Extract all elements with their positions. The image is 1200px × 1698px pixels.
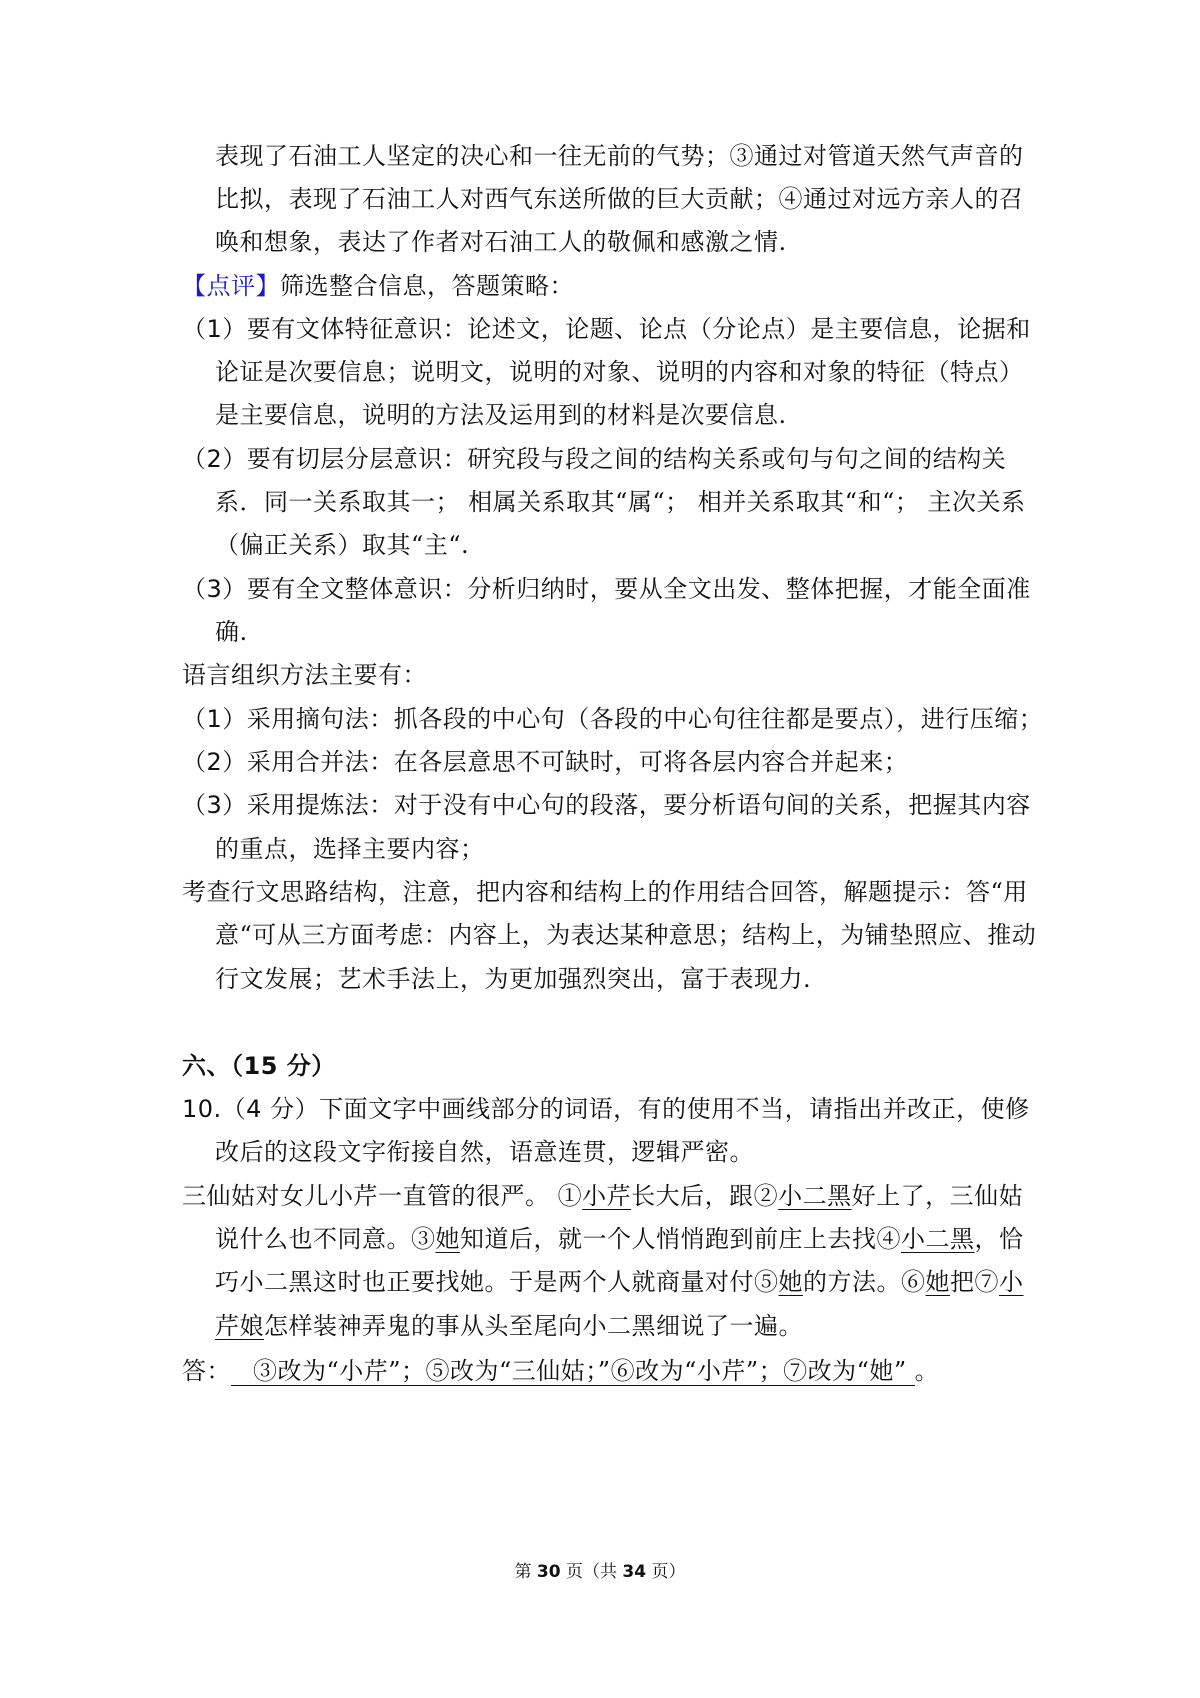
- comment-heading: [182, 270, 574, 302]
- item-text: 采用摘句法：抓各段的中心句（各段的中心句往往都是要点），进行压缩；: [246, 705, 1044, 733]
- text-line: 考查行文思路结构，注意，把内容和结构上的作用结合回答，解题提示：答“用: [182, 878, 1028, 906]
- underlined-word: 小: [999, 1268, 1024, 1296]
- footer-text: 页）: [646, 1562, 686, 1582]
- text-line: 的重点，选择主要内容；: [215, 835, 485, 863]
- underlined-word: 她: [925, 1268, 950, 1296]
- passage-line: [215, 1310, 803, 1342]
- answer-line: [182, 1355, 939, 1387]
- underlined-word: 她: [778, 1268, 803, 1296]
- answer-blank: [231, 1357, 915, 1386]
- item-text: 采用提炼法：对于没有中心句的段落，要分析语句间的关系，把握其内容: [246, 791, 1031, 819]
- passage-text: 怎样装神弄鬼的事从头至尾向小二黑细说了一遍。: [264, 1312, 803, 1340]
- text-line: 表现了石油工人坚定的决心和一往无前的气势；③通过对管道天然气声音的: [215, 142, 1024, 170]
- text-line: 论证是次要信息；说明文，说明的对象、说明的内容和对象的特征（特点）: [215, 358, 1024, 386]
- method-title: 语言组织方法主要有：: [182, 661, 427, 689]
- passage-text: 说什么也不同意。③: [215, 1225, 436, 1253]
- item-text: 要有全文整体意识：分析归纳时，要从全文出发、整体把握，才能全面准: [246, 575, 1031, 603]
- item-text: 采用合并法：在各层意思不可缺时，可将各层内容合并起来；: [246, 748, 909, 776]
- item-text: 要有切层分层意识：研究段与段之间的结构关系或句与句之间的结构关: [246, 445, 1007, 473]
- underlined-word: 芹娘: [215, 1312, 264, 1340]
- section-title: [182, 1050, 336, 1082]
- text-line: 改后的这段文字衔接自然，语意连贯，逻辑严密。: [215, 1138, 754, 1166]
- method-item: [182, 789, 1031, 821]
- passage-text: 好上了，三仙姑: [851, 1182, 1024, 1210]
- passage-line: [215, 1266, 1024, 1298]
- footer-text: 第: [514, 1562, 537, 1582]
- item-number: （2）: [182, 748, 247, 776]
- text-line: 意“可从三方面考虑：内容上，为表达某种意思；结构上，为铺垫照应、推动: [215, 921, 1037, 949]
- text-line: （偏正关系）取其“主“.: [215, 531, 470, 559]
- page-number: 30: [536, 1562, 561, 1582]
- passage-text: 的方法。⑥: [803, 1268, 926, 1296]
- underlined-word: 小二黑: [901, 1225, 975, 1253]
- question-score: （4 分）: [221, 1095, 320, 1123]
- answer-label: 答：: [182, 1357, 231, 1385]
- method-item: [182, 703, 1043, 735]
- question-text: 下面文字中画线部分的词语，有的使用不当，请指出并改正，使修: [319, 1095, 1030, 1123]
- text-line: 唤和想象，表达了作者对石油工人的敬佩和感激之情.: [215, 228, 787, 256]
- passage-text: 长大后，跟②: [631, 1182, 779, 1210]
- underlined-word: 小芹: [582, 1182, 632, 1210]
- text-line: 比拟，表现了石油工人对西气东送所做的巨大贡献；④通过对远方亲人的召: [215, 185, 1024, 213]
- item-number: （1）: [182, 315, 247, 343]
- comment-tag: 【点评】: [182, 272, 280, 300]
- passage-line: [182, 1180, 1023, 1212]
- passage-text: 巧小二黑这时也正要找她。于是两个人就商量对付⑤: [215, 1268, 779, 1296]
- strategy-item: [182, 573, 1031, 605]
- text-line: 确.: [215, 618, 248, 646]
- passage-text: 三仙姑对女儿小芹一直管的很严。 ①: [182, 1182, 583, 1210]
- underlined-word: 她: [435, 1225, 460, 1253]
- strategy-item: [182, 443, 1006, 475]
- underlined-word: 小二黑: [778, 1182, 852, 1210]
- text-line: 行文发展；艺术手法上，为更加强烈突出，富于表现力.: [215, 965, 812, 993]
- section-score: （15 分）: [231, 1052, 336, 1080]
- item-number: （3）: [182, 575, 247, 603]
- item-number: （3）: [182, 791, 247, 819]
- question-stem: [182, 1093, 1030, 1125]
- footer-text: 页（共: [560, 1562, 623, 1582]
- passage-text: 知道后，就一个人悄悄跑到前庄上去找④: [460, 1225, 901, 1253]
- text-line: 系．同一关系取其一； 相属关系取其“属“； 相并关系取其“和“； 主次关系: [215, 488, 1026, 516]
- passage-line: [215, 1223, 1024, 1255]
- passage-text: 把⑦: [950, 1268, 999, 1296]
- page-footer: [0, 1557, 1200, 1582]
- item-text: 要有文体特征意识：论述文，论题、论点（分论点）是主要信息，论据和: [246, 315, 1031, 343]
- item-number: （1）: [182, 705, 247, 733]
- text-line: 是主要信息，说明的方法及运用到的材料是次要信息.: [215, 401, 787, 429]
- section-prefix: 六、: [182, 1051, 231, 1080]
- item-number: （2）: [182, 445, 247, 473]
- passage-text: ，恰: [974, 1225, 1024, 1253]
- comment-lead: 筛选整合信息，答题策略：: [280, 272, 574, 300]
- answer-end: 。: [914, 1357, 940, 1385]
- page-total: 34: [622, 1562, 647, 1582]
- question-number: 10.: [182, 1095, 222, 1123]
- strategy-item: [182, 313, 1031, 345]
- answer-text: ③改为“小芹”；⑤改为“三仙姑；”⑥改为“小芹”；⑦改为“她”: [253, 1357, 907, 1385]
- method-item: [182, 746, 908, 778]
